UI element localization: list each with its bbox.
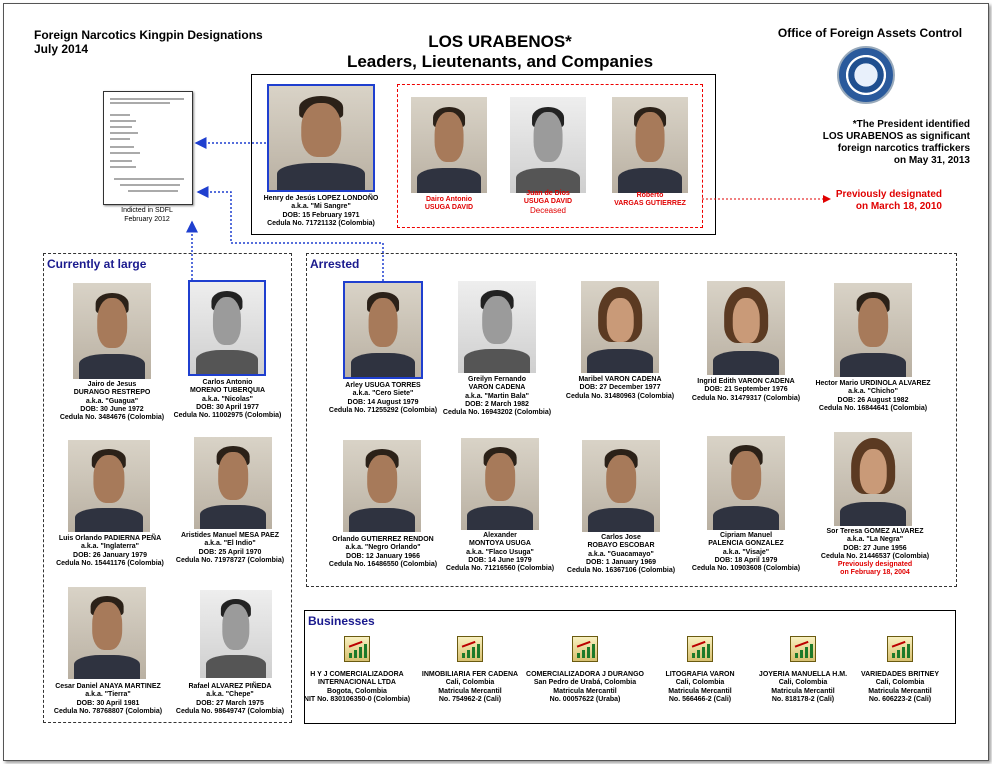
leader-caption: Henry de Jesús LOPEZ LONDOÑO a.k.a. "Mi Sangre" DOB: 15 February 1971 Cedula No. 71721132 (Colombia) — [263, 195, 379, 227]
person-caption: Orlando GUTIERREZ RENDON a.k.a. "Negro Orlando" DOB: 12 January 1966 Cedula No. 16486550 (Colombia) — [328, 536, 438, 568]
business-caption-line: Cali, Colombia — [778, 679, 828, 687]
title-line-1: LOS URABENOS* — [428, 32, 572, 51]
person-caption: Carlos Antonio MORENO TUBERQUIA a.k.a. "Nicolas" DOB: 30 April 1977 Cedula No. 11002975 (Colombia) — [173, 379, 282, 420]
title-line-2: Leaders, Lieutenants, and Companies — [346, 52, 654, 71]
note-line: LOS URABENOS as significant — [822, 131, 970, 142]
business-caption-line: Matricula Mercantil — [553, 687, 617, 695]
program-date: July 2014 — [34, 42, 89, 56]
business-caption-line: No. 818178-2 (Cali) — [771, 695, 835, 703]
business-caption-line: Cali, Colombia — [875, 679, 925, 687]
person-caption: Ingrid Edith VARON CADENA DOB: 21 September 1976 Cedula No. 31479317 (Colombia) — [691, 378, 801, 402]
note-line: foreign narcotics traffickers — [837, 143, 970, 154]
agency-name: Office of Foreign Assets Control — [777, 26, 963, 40]
business-caption-line: No. 754962-2 (Cali) — [438, 695, 502, 703]
business-caption-line: Cali, Colombia — [445, 679, 495, 687]
business-caption-line: Matricula Mercantil — [438, 687, 502, 695]
person-caption: Luis Orlando PADIERNA PEÑA a.k.a. "Inglaterra" DOB: 26 January 1979 Cedula No. 15441176 (Colombia) — [56, 535, 164, 567]
note-line: *The President identified — [852, 119, 970, 130]
business-caption-line: INTERNACIONAL LTDA — [318, 679, 396, 687]
previously-designated-note: on February 18, 2004 — [840, 569, 910, 577]
caption-line: Indicted in SDFL — [121, 207, 173, 214]
business-caption-line: NIT No. 830106350-0 (Colombia) — [303, 695, 411, 703]
deceased-status: Deceased — [529, 205, 567, 215]
person-caption: Jairo de Jesus DURANGO RESTREPO a.k.a. "Guagua" DOB: 30 June 1972 Cedula No. 3484676 (Colombia) — [59, 381, 165, 422]
business-caption-line: JOYERIA MANUELLA H.M. — [758, 671, 848, 678]
business-caption-line: Cali, Colombia — [675, 679, 725, 687]
program-title: Foreign Narcotics Kingpin Designations — [34, 28, 263, 42]
person-caption: Greilyn Fernando VARON CADENA a.k.a. "Martin Bala" DOB: 2 March 1982 Cedula No. 16943202 (Colombia) — [442, 376, 552, 417]
business-caption-line: H Y J COMERCIALIZADORA — [310, 671, 404, 678]
business-caption-line: No. 566466-2 (Cali) — [668, 695, 732, 703]
person-caption: Carlos Jose ROBAYO ESCOBAR a.k.a. "Guacamayo" DOB: 1 January 1969 Cedula No. 16367106 (Colombia) — [566, 534, 676, 575]
person-caption: Rafael ALVAREZ PIÑEDA a.k.a. "Chepe" DOB: 27 March 1975 Cedula No. 98649747 (Colombia) — [175, 683, 285, 715]
business-caption-line: COMERCIALIZADORA J DURANGO — [526, 671, 644, 678]
person-caption: Sor Teresa GOMEZ ALVAREZ a.k.a. "La Negra" DOB: 27 June 1956 Cedula No. 21446537 (Colombia) Previously designated on February 18, 2004 — [808, 528, 942, 578]
person-caption: Hector Mario URDINOLA ALVAREZ a.k.a. "Chicho" DOB: 26 August 1982 Cedula No. 16844641 (Colombia) — [815, 380, 931, 412]
note-line: Previously designated — [835, 189, 942, 200]
business-caption-line: Matricula Mercantil — [771, 687, 835, 695]
lieutenant-caption: Juan de Dios USUGA DAVID Deceased — [502, 190, 594, 215]
business-caption-line: Matricula Mercantil — [668, 687, 732, 695]
business-caption-line: San Pedro de Urabá, Colombia — [533, 679, 637, 687]
business-caption-line: INMOBILIARIA FER CADENA — [421, 671, 519, 678]
previously-designated-note: Previously designated — [837, 561, 913, 569]
person-caption: Cesar Daniel ANAYA MARTINEZ a.k.a. "Tierra" DOB: 30 April 1981 Cedula No. 78768807 (Colombia) — [53, 683, 163, 715]
person-caption: Alexander MONTOYA USUGA a.k.a. "Flaco Usuga" DOB: 14 June 1979 Cedula No. 71216560 (Colombia) — [445, 532, 555, 573]
business-caption-line: No. 00057622 (Uraba) — [549, 695, 621, 703]
business-caption-line: Matricula Mercantil — [868, 687, 932, 695]
business-caption-line: Bogota, Colombia — [327, 687, 387, 695]
person-caption: Aristides Manuel MESA PAEZ a.k.a. "El Indio" DOB: 25 April 1970 Cedula No. 71978727 (Colombia) — [175, 532, 285, 564]
note-line: on March 18, 2010 — [855, 201, 942, 212]
person-caption: Arley USUGA TORRES a.k.a. "Cero Siete" DOB: 14 August 1979 Cedula No. 71255292 (Colombia) — [328, 382, 438, 414]
business-caption-line: LITOGRAFIA VARON — [665, 671, 735, 678]
note-line: on May 31, 2013 — [893, 155, 970, 166]
caption-line: February 2012 — [124, 216, 170, 223]
person-caption: Cipriam Manuel PALENCIA GONZALEZ a.k.a. "Visaje" DOB: 18 April 1979 Cedula No. 10903608 (Colombia) — [691, 532, 801, 573]
lieutenant-caption: Dairo Antonio USUGA DAVID — [424, 196, 474, 212]
lieutenant-caption: Roberto VARGAS GUTIERREZ — [614, 192, 686, 208]
person-caption: Maribel VARON CADENA DOB: 27 December 1977 Cedula No. 31480963 (Colombia) — [565, 376, 675, 400]
section-title: Currently at large — [47, 257, 147, 271]
business-caption-line: No. 606223-2 (Cali) — [868, 695, 932, 703]
section-title: Businesses — [308, 614, 375, 628]
arrested-to-indictment-arrow — [198, 192, 383, 281]
section-title: Arrested — [310, 257, 360, 271]
business-caption-line: VARIEDADES BRITNEY — [860, 671, 940, 678]
